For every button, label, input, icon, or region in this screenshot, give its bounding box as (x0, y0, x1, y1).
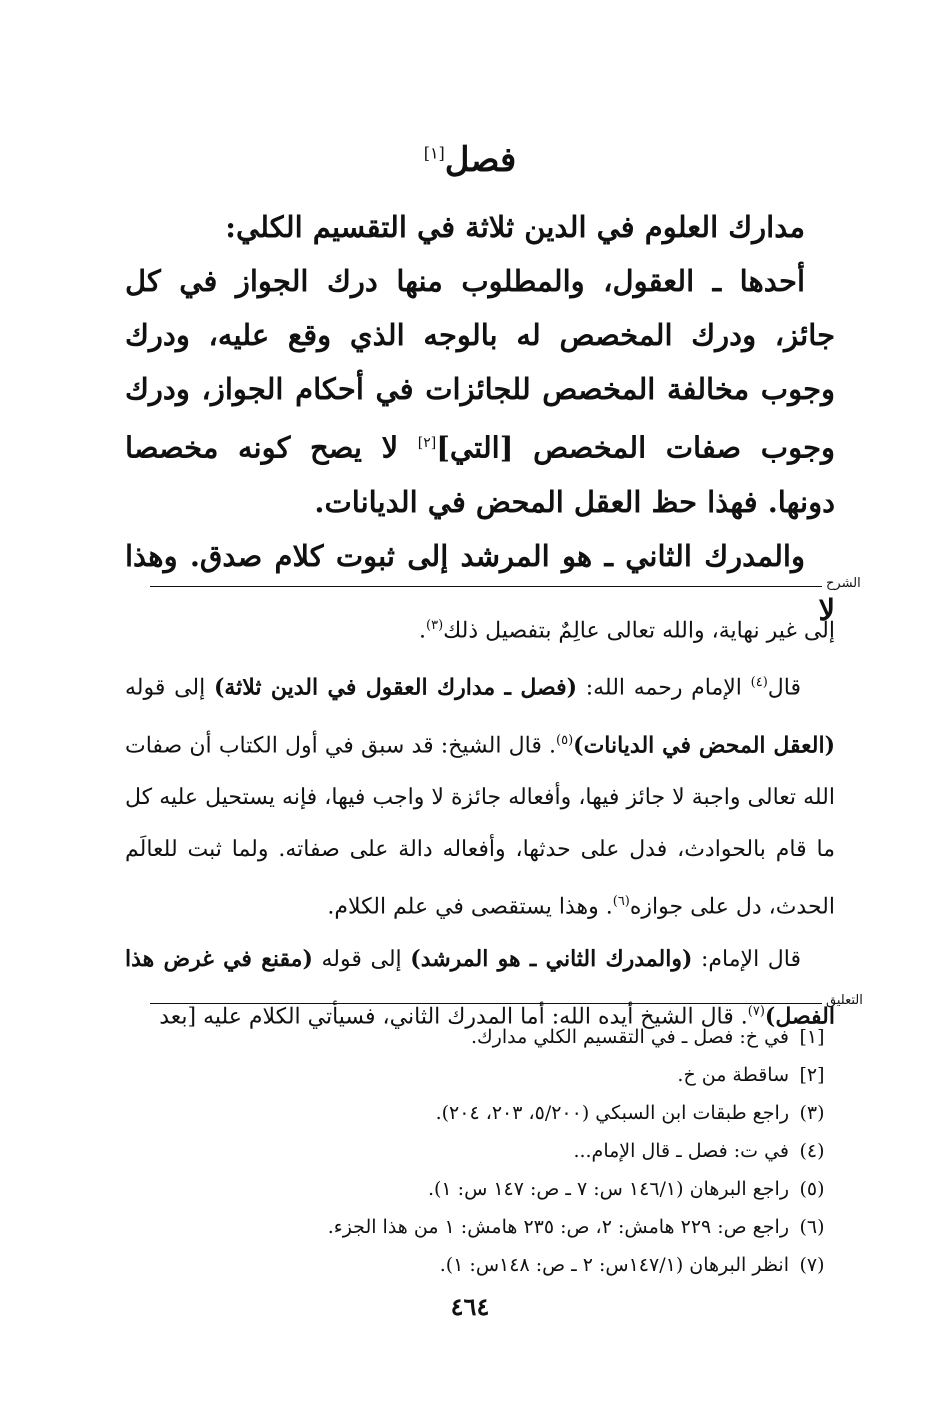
taliq-divider (150, 1003, 822, 1004)
commentary-p3-c: . قال الشيخ أيده الله: أما المدرك الثاني، فسيأتي الكلام عليه [بعد (159, 1004, 748, 1030)
main-paragraph-2: والمدرك الثاني ـ هو المرشد إلى ثبوت كلام صدق. وهذا لا (125, 538, 835, 627)
footnote-number: (٦) (799, 1216, 825, 1238)
taliq-label: التعليق (826, 993, 863, 1008)
commentary-p2-d: . قال الشيخ: قد سبق في أول الكتاب أن صفات الله تعالى واجبة لا جائز فيها، وأفعاله جائزة لا واجب فيها، فإنه يستحيل عليه كل ما قام بالحوادث، فدل على حدثها، وأفعاله دالة على صفاته. ولما ثبت للعالَم الحدث، دل على جوازه (125, 732, 835, 920)
footnote (125, 1170, 835, 1208)
footnote (125, 1132, 835, 1170)
footnotes (125, 1018, 835, 1284)
page-number: ٤٦٤ (450, 1292, 490, 1321)
footnote-number: (٥) (799, 1178, 825, 1200)
footnote-number: [١] (799, 1026, 825, 1048)
footnote-text: في خ: فصل ـ في التقسيم الكلي مدارك. (470, 1026, 789, 1048)
sharh-divider (150, 586, 822, 587)
footnote-text: في ت: فصل ـ قال الإمام... (573, 1140, 789, 1162)
commentary-p2-quote-1: (فصل ـ مدارك العقول في الدين ثلاثة) (213, 674, 578, 701)
commentary-paragraph-1 (125, 600, 835, 657)
footnote (125, 1246, 835, 1284)
footnote-number: (٣) (799, 1102, 825, 1124)
commentary-marker-5: (٥) (556, 732, 574, 748)
commentary-p2-quote-2: (العقل المحض في الديانات) (573, 731, 835, 758)
footnote (125, 1056, 835, 1094)
section-title-text: فصل (444, 140, 517, 180)
commentary-p3-quote-1: (والمدرك الثاني ـ هو المرشد) (410, 946, 693, 973)
main-text (125, 200, 835, 637)
footnote-text: ساقطة من خ. (677, 1064, 789, 1086)
footnote-marker-2: [٢] (417, 435, 437, 451)
main-paragraph-1-text-b: لا يصح كونه مخصصا دونها. فهذا حظ العقل المحض في الديانات. (125, 430, 835, 519)
section-title (0, 140, 940, 180)
commentary-p3-a: قال الإمام: (692, 947, 802, 973)
footnote-text: انظر البرهان (١٤٧/١س: ٢ ـ ص: ١٤٨س: ١). (439, 1254, 789, 1276)
commentary-p2-c: إلى قوله (125, 675, 214, 701)
footnote (125, 1208, 835, 1246)
main-heading: مدارك العلوم في الدين ثلاثة في التقسيم الكلي: (225, 210, 805, 244)
commentary-p3-b: إلى قوله (312, 947, 411, 973)
footnote-text: راجع ص: ٢٢٩ هامش: ٢، ص: ٢٣٥ هامش: ١ من هذا الجزء. (327, 1216, 789, 1238)
commentary-marker-3: (٣) (426, 618, 444, 633)
commentary-p2-a: قال (767, 675, 801, 701)
commentary-paragraph-2 (125, 657, 835, 933)
section-title-marker: [١] (423, 143, 445, 163)
commentary-p2-b: الإمام رحمه الله: (577, 675, 751, 701)
footnote-number: [٢] (799, 1064, 825, 1086)
commentary-marker-4: (٤) (750, 675, 768, 691)
footnote-number: (٧) (799, 1254, 825, 1276)
footnote-text: راجع طبقات ابن السبكي (٥/٢٠٠، ٢٠٣، ٢٠٤). (435, 1102, 789, 1124)
footnote (125, 1018, 835, 1056)
commentary-p2-e: . وهذا يستقصى في علم الكلام. (327, 894, 613, 920)
footnote-text: راجع البرهان (١٤٦/١ س: ٧ ـ ص: ١٤٧ س: ١). (427, 1178, 789, 1200)
main-paragraph-1 (125, 254, 835, 529)
commentary-text (125, 600, 835, 1044)
commentary-p1-end: . (419, 618, 426, 644)
commentary-marker-6: (٦) (612, 893, 630, 909)
footnote (125, 1094, 835, 1132)
commentary-marker-7: (٧) (747, 1004, 765, 1020)
main-paragraph-1-text-a: أحدها ـ العقول، والمطلوب منها درك الجواز في كل جائز، ودرك المخصص له بالوجه الذي وقع عليه، ودرك وجوب مخالفة المخصص للجائزات في أحكام الجواز، ودرك وجوب صفات المخصص [التي] (125, 264, 836, 465)
footnote-number: (٤) (799, 1140, 825, 1162)
sharh-label: الشرح (826, 576, 861, 591)
commentary-p3-quote-2: (مقنع في غرض هذا الفصل) (125, 946, 835, 1030)
commentary-p1-text: إلى غير نهاية، والله تعالى عالِمٌ بتفصيل ذلك (443, 618, 835, 644)
